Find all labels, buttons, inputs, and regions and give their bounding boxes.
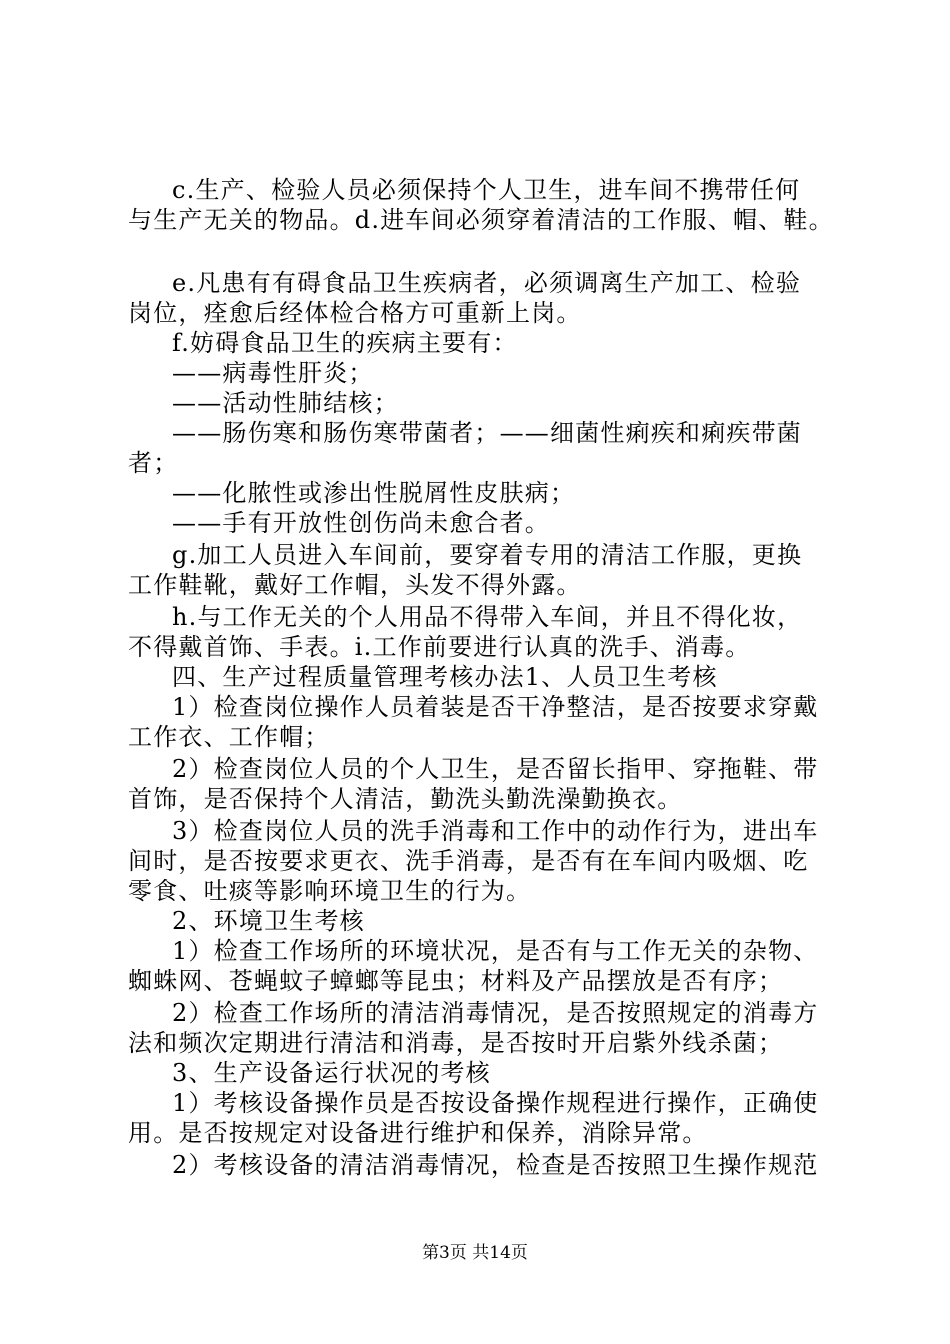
text-line: 2、环境卫生考核 [172,907,365,935]
text-line: 四、生产过程质量管理考核办法1、人员卫生考核 [172,663,718,691]
text-line: h.与工作无关的个人用品不得带入车间，并且不得化妆， [172,603,803,631]
page-footer: 第3页 共14页 [422,1243,528,1263]
text-line: g.加工人员进入车间前，要穿着专用的清洁工作服，更换 [172,541,803,569]
text-line: ——肠伤寒和肠伤寒带菌者；——细菌性痢疾和痢疾带菌 [172,419,802,447]
text-line: ——化脓性或渗出性脱屑性皮肤病； [172,479,576,507]
text-line: 工作鞋靴，戴好工作帽，头发不得外露。 [128,571,582,599]
text-line: 1）检查岗位操作人员着装是否干净整洁，是否按要求穿戴 [172,693,819,721]
text-line: 蜘蛛网、苍蝇蚊子蟑螂等昆虫；材料及产品摆放是否有序； [128,967,784,995]
text-line: ——活动性肺结核； [172,389,399,417]
text-line: 间时，是否按要求更衣、洗手消毒，是否有在车间内吸烟、吃 [128,847,809,875]
text-line: 2）检查工作场所的清洁消毒情况，是否按照规定的消毒方 [172,999,819,1027]
text-line: c.生产、检验人员必须保持个人卫生，进车间不携带任何 [172,176,801,204]
text-line: 3、生产设备运行状况的考核 [172,1059,491,1087]
text-line: 法和频次定期进行清洁和消毒，是否按时开启紫外线杀菌； [128,1029,784,1057]
text-line: 零食、吐痰等影响环境卫生的行为。 [128,877,532,905]
text-line: f.妨碍食品卫生的疾病主要有： [172,329,518,357]
text-line: 2）检查岗位人员的个人卫生，是否留长指甲、穿拖鞋、带 [172,755,819,783]
text-line: 1）检查工作场所的环境状况，是否有与工作无关的杂物、 [172,937,819,965]
text-line: 不得戴首饰、手表。i.工作前要进行认真的洗手、消毒。 [128,633,751,661]
text-line: 工作衣、工作帽； [128,723,330,751]
text-line: 与生产无关的物品。d.进车间必须穿着清洁的工作服、帽、鞋。 [128,206,834,234]
text-line: e.凡患有有碍食品卫生疾病者，必须调离生产加工、检验 [172,269,802,297]
text-line: 首饰，是否保持个人清洁，勤洗头勤洗澡勤换衣。 [128,785,683,813]
text-line: ——手有开放性创伤尚未愈合者。 [172,509,550,537]
text-line: 2）考核设备的清洁消毒情况，检查是否按照卫生操作规范 [172,1151,819,1179]
text-line: 岗位，痊愈后经体检合格方可重新上岗。 [128,299,582,327]
text-line: 3）检查岗位人员的洗手消毒和工作中的动作行为，进出车 [172,817,819,845]
text-line: 者； [128,449,179,477]
text-line: ——病毒性肝炎； [172,359,374,387]
text-line: 1）考核设备操作员是否按设备操作规程进行操作，正确使 [172,1089,819,1117]
text-line: 用。是否按规定对设备进行维护和保养，消除异常。 [128,1119,708,1147]
